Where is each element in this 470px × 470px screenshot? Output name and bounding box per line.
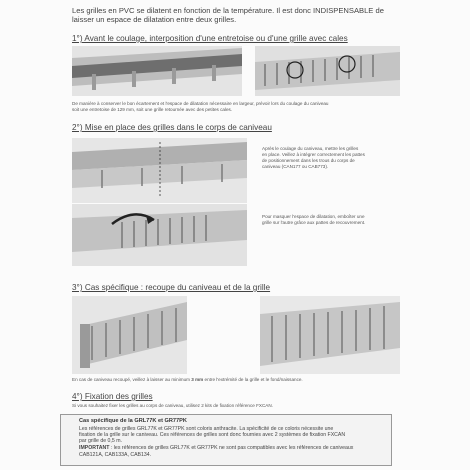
section-2-text-1	[262, 146, 402, 170]
section-3-caption-before: En cas de caniveau recoupé, veillez à laisser au minimum	[72, 377, 192, 382]
section-3-caption-bold: 3 mm	[191, 377, 204, 382]
intro-line-2: laisser un espace de dilatation entre deux grilles.	[72, 15, 237, 24]
section-1-caption-line-2: soit une entretoise de 129 mm, soit une grille retournée avec des petites cales.	[72, 107, 233, 112]
section-1-caption-line-1: De manière à conserver le bon écartement et l'espace de dilatation nécessaire en largeur, prévoir lors du coulage du caniveau	[72, 101, 329, 106]
section-2-text-1-line-3: de positionnement dans les trous du corps de	[262, 158, 355, 163]
special-case-last-line: CAB121A, CAB133A, CAB134.	[79, 452, 152, 458]
section-4-text: Si vous souhaitez fixer les grilles au corps de caniveau, utilisez 2 kits de fixation référence FXCAN.	[72, 403, 273, 408]
section-3-caption	[72, 377, 412, 383]
special-case-line-3: par grille de 0,5 m.	[79, 438, 122, 444]
section-3-photo-right	[260, 296, 400, 374]
special-case-box	[60, 414, 392, 466]
intro-text	[72, 6, 432, 24]
special-case-line-2: fixation de la grille sur le caniveau. Ces références de grilles sont donc fournies avec 2 systèmes de fixation FXCAN	[79, 432, 346, 438]
special-case-line-1: Les références de grilles GRL77K et GR77PK sont coloris anthracite. La spécificité de ce coloris nécessite une	[79, 426, 334, 432]
section-3-caption-after: entre l'extrémité de la grille et le fond/naissance.	[203, 377, 303, 382]
section-2-text-1-line-4: caniveau (CAN177 ou CAB773).	[262, 164, 329, 169]
section-2-title: 2°) Mise en place des grilles dans le corps de caniveau	[72, 123, 272, 132]
section-4-title: 4°) Fixation des grilles	[72, 392, 153, 401]
section-2-text-1-line-2: en place. Veillez à intégrer correctement les pattes	[262, 152, 365, 157]
section-2-text-2-line-1: Pour masquer l'espace de dilatation, emboîter une	[262, 214, 365, 219]
section-2-text-2	[262, 214, 402, 226]
section-2-photo-bottom	[72, 204, 247, 266]
special-case-important	[79, 445, 379, 451]
intro-line-1: Les grilles en PVC se dilatent en fonction de la température. Il est donc INDISPENSABLE de	[72, 6, 384, 15]
important-text: : les références de grilles GRL77K et GR77PK ne sont pas compatibles avec les références de caniveaux	[109, 445, 354, 451]
section-2-text-1-line-1: Après le coulage du caniveau, mettre les grilles	[262, 146, 359, 151]
section-1-caption	[72, 101, 412, 113]
section-1-title: 1°) Avant le coulage, interposition d'une entretoise ou d'une grille avec cales	[72, 34, 348, 43]
important-label: IMPORTANT	[79, 445, 110, 451]
section-1-photo-left	[72, 46, 242, 96]
section-2-text-2-line-2: grille sur l'autre grâce aux pattes de recouvrement.	[262, 220, 366, 225]
section-1-photo-right	[255, 46, 400, 96]
special-case-title: Cas spécifique de la GRL77K et GR77PK	[79, 418, 187, 424]
section-2-photo-top	[72, 138, 247, 203]
section-3-photo-left	[72, 296, 187, 374]
section-3-title: 3°) Cas spécifique : recoupe du caniveau et de la grille	[72, 283, 271, 292]
